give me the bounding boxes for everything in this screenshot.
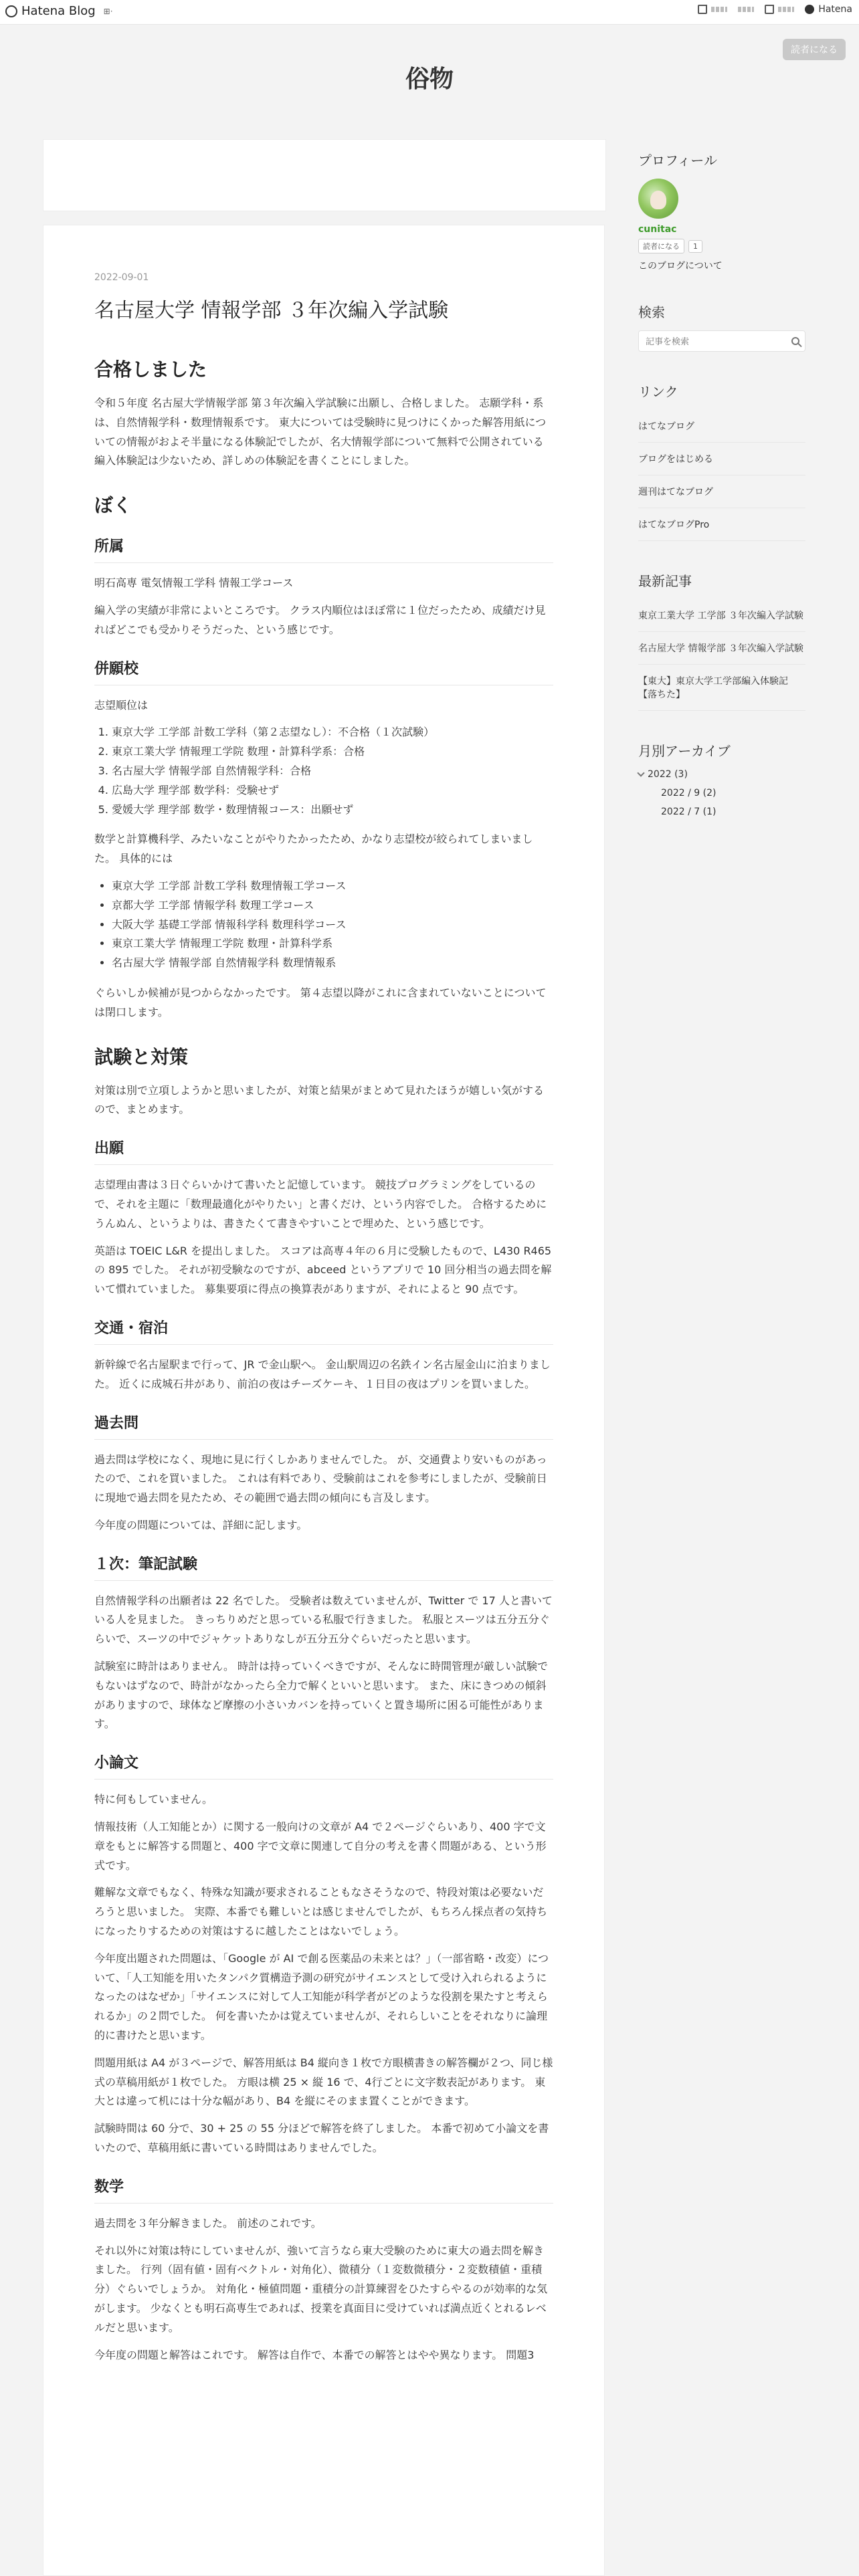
header-actions	[698, 4, 852, 15]
article	[43, 225, 605, 2576]
paragraph: 新幹線で名古屋駅まで行って、JR で金山駅へ。 金山駅周辺の名鉄イン名古屋金山に泊まりました。 近くに成城石井があり、前泊の夜はチーズケーキ、１日目の夜はプリンを買いました。	[94, 1358, 551, 1390]
global-header	[0, 0, 859, 25]
list-item: • 東京工業大学 情報理工学院 数理・計算科学系	[112, 934, 553, 954]
recent-list	[638, 599, 805, 711]
recent-post-item[interactable]: 名古屋大学 情報学部 ３年次編入学試験	[638, 632, 805, 665]
archive-year-label[interactable]: 2022 (3)	[648, 769, 688, 780]
paragraph: 自然情報学科の出願者は 22 名でした。 受験者は数えていませんが、Twitter で 17 人と書いている人を見ました。 きっちりめだと思っている私服で行きました。 私服とスーツは五分五分ぐらいで、スーツの中でジャケットありなしが五分五分ぐらいだったと思います。	[94, 1594, 553, 1646]
write-label-placeholder	[711, 7, 727, 12]
archive-module	[638, 740, 805, 817]
link-item[interactable]: はてなブログ	[638, 410, 805, 443]
links-module	[638, 381, 805, 541]
paragraph: 特に何もしていません。	[94, 1793, 213, 1806]
follow-count: 1	[688, 240, 702, 253]
archive-list	[638, 769, 805, 817]
paragraph: ぐらいしか候補が見つからなかったです。 第４志望以降がこれに含まれていないことについては閉口します。	[94, 986, 547, 1018]
paragraph: 志望順位は	[94, 698, 149, 712]
list-item: • 京都大学 工学部 情報学科 数理工学コース	[112, 896, 553, 916]
subsection-heading: 過去問	[94, 1412, 553, 1440]
list-item: 3. 名古屋大学 情報学部 自然情報学科：合格	[112, 762, 553, 781]
logo-text: Hatena Blog	[21, 4, 96, 18]
archive-month[interactable]: 2022 / 9 (2)	[661, 788, 717, 798]
list-item: 2. 東京工業大学 情報理工学院 数理・計算科学系：合格	[112, 742, 553, 762]
dashboard-button[interactable]	[738, 7, 754, 12]
archive-year[interactable]	[638, 769, 805, 780]
paragraph: 志望理由書は３日ぐらいかけて書いたと記憶しています。 競技プログラミングをしているので、それを主題に「数理最適化がやりたい」と書くだけ、という内容でした。 合格するためにうんぬん、というよりは、書きたくて書きやすいことで埋めた、という感じです。	[94, 1178, 547, 1230]
list-item: • 名古屋大学 情報学部 自然情報学科 数理情報系	[112, 954, 553, 973]
subsection-heading: 併願校	[94, 657, 553, 685]
subsection-heading: 数学	[94, 2175, 553, 2204]
recent-title: 最新記事	[638, 573, 692, 589]
hatena-logo-icon	[5, 5, 17, 17]
recent-module	[638, 570, 805, 711]
article-body	[94, 355, 553, 2365]
section-heading: 試験と対策	[94, 1045, 189, 1068]
follow-row	[638, 239, 805, 253]
article-date[interactable]: 2022-09-01	[94, 272, 149, 283]
paragraph: 難解な文章でもなく、特殊な知識が要求されることもなさそうなので、特段対策は必要ないだろうと思いました。 実際、本番でも難しいとは感じませんでしたが、もちろん採点者の気持ちになったりするための対策はするに越したことはないでしょう。	[94, 1886, 548, 1938]
follow-button[interactable]: 読者になる	[638, 239, 684, 253]
subsection-heading: １次：筆記試験	[94, 1553, 553, 1581]
profile-module	[638, 150, 805, 272]
ordered-list	[94, 723, 553, 819]
list-item: • 東京大学 工学部 計数工学科 数理情報工学コース	[112, 877, 553, 896]
hatena-text: Hatena	[818, 4, 852, 15]
paragraph: 今年度出題された問題は、「Google が AI で創る医薬品の未来とは？」（一部省略・改変）について、「人工知能を用いたタンパク質構造予測の研究がサイエンスとして受け入れられるようになったのはなぜか」「サイエンスに対して人工知能が科学者がどのような役割を果たすと考えられるか」の２問でした。 何を書いたかは覚えていませんが、それらしいことをそれなりに論理的に書けたと思います。	[94, 1951, 549, 2042]
search-input[interactable]	[644, 336, 781, 347]
section-heading: 合格しました	[94, 358, 207, 381]
profile-title: プロフィール	[638, 152, 717, 169]
blog-title[interactable]: 俗物	[405, 66, 454, 92]
ad-area	[43, 139, 606, 211]
archive-months	[638, 788, 805, 817]
about-blog-link[interactable]: このブログについて	[638, 261, 723, 272]
list-item: 4. 広島大学 理学部 数学科：受験せず	[112, 781, 553, 800]
list-item: • 大阪大学 基礎工学部 情報科学科 数理科学コース	[112, 916, 553, 935]
paragraph: それ以外に対策は特にしていませんが、強いて言うなら東大受験のために東大の過去問を解きました。 行列（固有値・固有ベクトル・対角化）、微積分（１変数微積分・２変数積値・重積分）ぐらいでしょうか。 対角化・極値問題・重積分の計算練習をひたすらやるのが効率的な気がします。 少なくとも明石高専生であれば、授業を真面目に受けていれば満点近くとれるレベルだと思います。	[94, 2244, 548, 2334]
paragraph: 問題用紙は A4 が３ページで、解答用紙は B4 縦向き１枚で方眼横書きの解答欄が２つ、同じ様式の草稿用紙が１枚でした。 方眼は横 25 × 縦 16 で、4行ごとに文字数表記があります。 東大とは違って机には十分な幅があり、B4 を縦にそのまま置くことができます。	[94, 2056, 553, 2108]
subscribe-button[interactable]: 読者になる	[783, 39, 846, 60]
recent-post-item[interactable]: 東京工業大学 工学部 ３年次編入学試験	[638, 599, 805, 632]
paragraph: 対策は別で立項しようかと思いましたが、対策と結果がまとめて見れたほうが嬉しい気がするので、まとめます。	[94, 1083, 545, 1116]
article-title[interactable]: 名古屋大学 情報学部 ３年次編入学試験	[94, 299, 449, 322]
link-item[interactable]: はてなブログPro	[638, 508, 805, 541]
logo-sub[interactable]: ⊞·	[103, 6, 113, 16]
paragraph: 試験時間は 60 分で、30 + 25 の 55 分ほどで解答を終了しました。 本番で初めて小論文を書いたので、草稿用紙に書いている時間はありませんでした。	[94, 2122, 549, 2155]
subsection-heading: 出願	[94, 1137, 553, 1165]
paragraph: 試験室に時計はありません。 時計は持っていくべきですが、そんなに時間管理が厳しい試験でもないはずなので、時計がなかったら全力で解くといいと思います。 また、床にきつめの傾斜がありますので、球体など摩擦の小さいカバンを持っていくと置き場所に困る可能性があります。	[94, 1660, 549, 1731]
chevron-down-icon[interactable]	[637, 769, 644, 776]
recent-post-item[interactable]: 【東大】東京大学工学部編入体験記【落ちた】	[638, 665, 805, 711]
archive-month[interactable]: 2022 / 7 (1)	[661, 807, 717, 817]
section-heading: ぼく	[94, 494, 132, 517]
search-module	[638, 302, 805, 352]
link-item[interactable]: 週刊はてなブログ	[638, 475, 805, 508]
hatena-icon	[805, 5, 814, 14]
paragraph: 令和５年度 名古屋大学情報学部 第３年次編入学試験に出願し、合格しました。 志願学科・系は、自然情報学科・数理情報系です。 東大については受験時に見つけにくかった解答用紙についての情報がおよそ半量になる体験記でしたが、名大情報学部について無料で公開されている編入体験記は少ないため、詳しめの体験記を書くことにしました。	[94, 397, 547, 467]
my-blog-label-placeholder	[778, 7, 794, 12]
links-list	[638, 410, 805, 541]
link-item[interactable]: ブログをはじめる	[638, 443, 805, 475]
pen-icon	[698, 5, 707, 14]
search-box[interactable]	[638, 330, 805, 352]
paragraph: 今年度の問題については、詳細に記します。	[94, 1518, 308, 1531]
paragraph: 過去問は学校になく、現地に見に行くしかありませんでした。 が、交通費より安いものがあったので、これを買いました。 これは有料であり、受験前はこれを参考にしましたが、受験前日に現地で過去問を見たため、その範囲で過去問の傾向にも言及します。	[94, 1453, 547, 1505]
search-icon[interactable]	[791, 337, 799, 345]
links-title: リンク	[638, 384, 678, 400]
paragraph: 今年度の問題と解答はこれです。 解答は自作で、本番での解答とはやや異なります。 問題3	[94, 2348, 535, 2361]
my-blog-button[interactable]	[765, 5, 794, 14]
paragraph: 英語は TOEIC L&R を提出しました。 スコアは高専４年の６月に受験したもので、L430 R465 の 895 でした。 それが初受験なのですが、abceed というアプリで 10 回分相当の過去問を解いて慣れていました。 募集要項に得点の換算表がありますが、それによると 90 点です。	[94, 1244, 552, 1296]
paragraph: 明石高専 電気情報工学科 情報工学コース	[94, 576, 294, 590]
list-item: 5. 愛媛大学 理学部 数学・数理情報コース：出願せず	[112, 800, 553, 820]
paragraph: 数学と計算機科学、みたいなことがやりたかったため、かなり志望校が絞られてしまいました。 具体的には	[94, 833, 533, 865]
blog-icon	[765, 5, 774, 14]
subsection-heading: 小論文	[94, 1751, 553, 1780]
list-item: 1. 東京大学 工学部 計数工学科（第２志望なし）：不合格（１次試験）	[112, 723, 553, 742]
paragraph: 過去問を３年分解きました。 前述のこれです。	[94, 2216, 322, 2230]
dashboard-label-placeholder	[738, 7, 754, 12]
profile-name[interactable]: cunitac	[638, 224, 677, 235]
avatar[interactable]	[638, 179, 678, 219]
hatena-blog-logo[interactable]	[5, 4, 113, 18]
subsection-heading: 交通・宿泊	[94, 1317, 553, 1345]
paragraph: 情報技術（人工知能とか）に関する一般向けの文章が A4 で２ページぐらいあり、400 字で文章をもとに解答する問題と、400 字で文章に関連して自分の考えを書く問題がある、という形式です。	[94, 1820, 547, 1872]
write-button[interactable]	[698, 5, 727, 14]
search-title: 検索	[638, 304, 665, 320]
archive-title: 月別アーカイブ	[638, 743, 731, 759]
sidebar	[638, 150, 805, 817]
subsection-heading: 所属	[94, 535, 553, 563]
unordered-list	[94, 877, 553, 973]
hatena-button[interactable]	[805, 4, 852, 15]
paragraph: 編入学の実績が非常によいところです。 クラス内順位はほぼ常に１位だったため、成績だけ見ればどこでも受かりそうだった、という感じです。	[94, 603, 546, 636]
